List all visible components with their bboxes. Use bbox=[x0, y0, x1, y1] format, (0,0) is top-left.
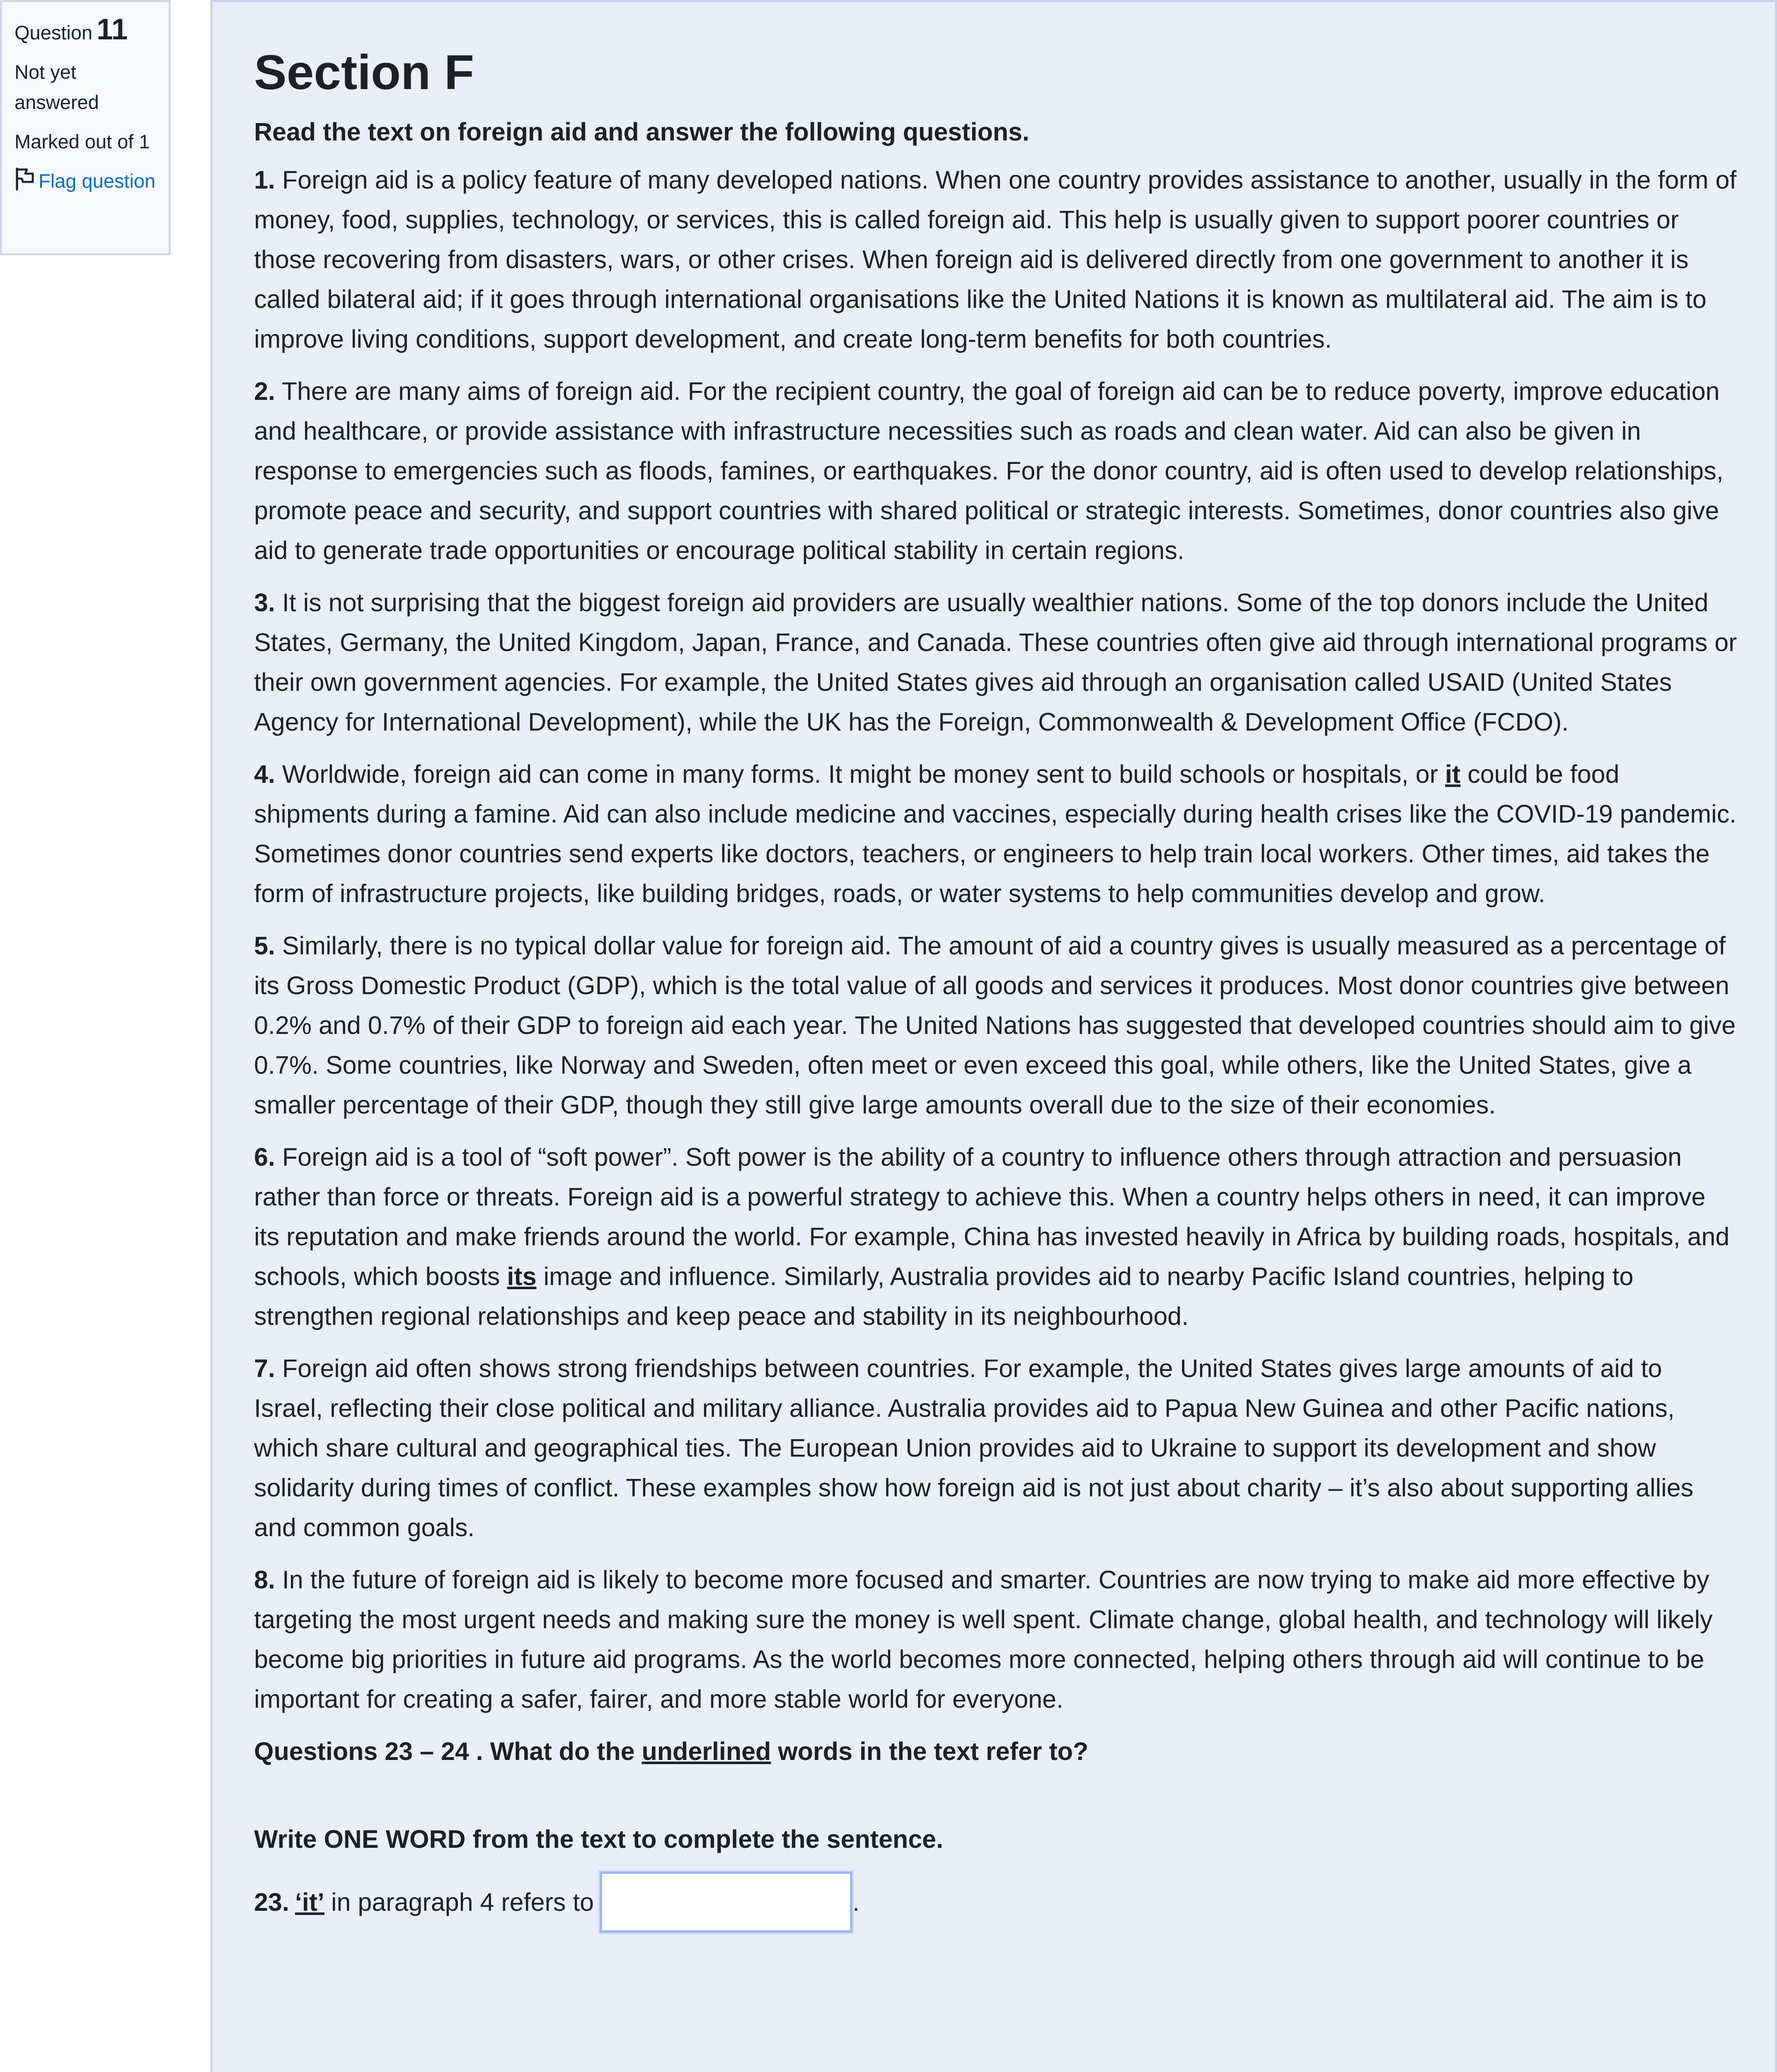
paragraph-number: 7. bbox=[254, 1354, 275, 1382]
question-23-number: 23. bbox=[254, 1888, 289, 1916]
paragraph-text: could be food shipments during a famine. Aid can also include medicine and vaccines, especially during health crises like the COVID-19 pandemic. Sometimes donor countries send experts like doctors, teachers, or engineers to help train local workers. Other times, aid takes the form of infrastructure projects, like building bridges, roads, or water systems to help communities develop and grow. bbox=[254, 760, 1737, 908]
paragraph-2 bbox=[254, 371, 1738, 570]
paragraph-3 bbox=[254, 583, 1738, 742]
flag-question-label: Flag question bbox=[39, 170, 156, 192]
paragraph-text: There are many aims of foreign aid. For the recipient country, the goal of foreign aid can be to reduce poverty, improve education and healthcare, or provide assistance with infrastructure necessities such as roads and clean water. Aid can also be given in response to emergencies such as floods, famines, or earthquakes. For the donor country, aid is often used to develop relationships, promote peace and security, and support countries with shared political or strategic interests. Sometimes, donor countries also give aid to generate trade opportunities or encourage political stability in certain regions. bbox=[254, 377, 1724, 564]
question-number-heading bbox=[15, 15, 156, 48]
paragraph-number: 5. bbox=[254, 932, 275, 960]
paragraph-text: Foreign aid often shows strong friendships between countries. For example, the United States gives large amounts of aid to Israel, reflecting their close political and military alliance. Australia provides aid to Papua New Guinea and other Pacific nations, which share cultural and geographical ties. The European Union provides aid to Ukraine to support its development and show solidarity during times of conflict. These examples show how foreign aid is not just about charity – it’s also about supporting allies and common goals. bbox=[254, 1354, 1694, 1542]
question-marks: Marked out of 1 bbox=[15, 131, 150, 152]
paragraph-text: Similarly, there is no typical dollar value for foreign aid. The amount of aid a country gives is usually measured as a percentage of its Gross Domestic Product (GDP), which is the total value of all goods and services it produces. Most donor countries give between 0.2% and 0.7% of their GDP to foreign aid each year. The United Nations has suggested that developed countries should aim to give 0.7%. Some countries, like Norway and Sweden, often meet or even exceed this goal, while others, like the United States, give a smaller percentage of their GDP, though they still give large amounts overall due to the size of their economies. bbox=[254, 932, 1736, 1119]
question-status: Not yet answered bbox=[15, 61, 99, 113]
underlined-word-its: its bbox=[507, 1262, 537, 1290]
questions-heading bbox=[254, 1731, 1738, 1771]
section-title: Section F bbox=[254, 45, 475, 100]
answer-23-input[interactable] bbox=[600, 1871, 852, 1933]
flag-icon bbox=[15, 167, 36, 191]
paragraph-text: In the future of foreign aid is likely to become more focused and smarter. Countries are now trying to make aid more effective by targeting the most urgent needs and making sure the money is well spent. Climate change, global health, and technology will likely become big priorities in future aid programs. As the world becomes more connected, helping others through aid will continue to be important for creating a safer, fairer, and more stable world for everyone. bbox=[254, 1566, 1713, 1713]
paragraph-text: image and influence. Similarly, Australia provides aid to nearby Pacific Island countries, helping to strengthen regional relationships and keep peace and stability in its neighbourhood. bbox=[254, 1262, 1634, 1330]
paragraph-text: Foreign aid is a tool of “soft power”. Soft power is the ability of a country to influence others through attraction and persuasion rather than force or threats. Foreign aid is a powerful strategy to achieve this. When a country helps others in need, it can improve its reputation and make friends around the world. For example, China has invested heavily in Africa by building roads, hospitals, and schools, which boosts bbox=[254, 1143, 1730, 1290]
question-23-period: . bbox=[852, 1888, 860, 1916]
paragraph-number: 2. bbox=[254, 377, 275, 405]
paragraph-text: Foreign aid is a policy feature of many developed nations. When one country provides assistance to another, usually in the form of money, food, supplies, technology, or services, this is called foreign aid. This help is usually given to support poorer countries or those recovering from disasters, wars, or other crises. When foreign aid is delivered directly from one government to another it is called bilateral aid; if it goes through international organisations like the United Nations it is known as multilateral aid. The aim is to improve living conditions, support development, and create long-term benefits for both countries. bbox=[254, 166, 1737, 353]
underlined-word-it: it bbox=[1445, 760, 1461, 788]
flag-question-link[interactable] bbox=[15, 166, 156, 196]
paragraph-7 bbox=[254, 1348, 1738, 1547]
paragraph-number: 8. bbox=[254, 1566, 275, 1594]
question-content bbox=[211, 0, 1777, 2072]
questions-heading-text: Questions 23 – 24 . What do the bbox=[254, 1737, 642, 1765]
questions-heading-text-end: words in the text refer to? bbox=[771, 1737, 1089, 1765]
paragraph-5 bbox=[254, 926, 1738, 1125]
paragraph-number: 1. bbox=[254, 166, 275, 194]
question-23-text: in paragraph 4 refers to bbox=[331, 1888, 594, 1916]
question-info-panel bbox=[0, 0, 171, 255]
paragraph-1 bbox=[254, 160, 1738, 359]
paragraph-6 bbox=[254, 1137, 1738, 1336]
questions-heading-underlined: underlined bbox=[642, 1737, 771, 1765]
paragraph-text: Worldwide, foreign aid can come in many forms. It might be money sent to build schools or hospitals, or bbox=[282, 760, 1445, 788]
question-label: Question bbox=[15, 22, 93, 44]
paragraph-number: 3. bbox=[254, 588, 275, 617]
paragraph-8 bbox=[254, 1560, 1738, 1719]
paragraph-4 bbox=[254, 754, 1738, 913]
question-23 bbox=[254, 1871, 1738, 1933]
reading-instruction: Read the text on foreign aid and answer the following questions. bbox=[254, 118, 1029, 146]
paragraph-number: 6. bbox=[254, 1143, 275, 1171]
paragraph-text: It is not surprising that the biggest foreign aid providers are usually wealthier nations. Some of the top donors include the United States, Germany, the United Kingdom, Japan, France, and Canada. These countries often give aid through international programs or their own government agencies. For example, the United States gives aid through an organisation called USAID (United States Agency for International Development), while the UK has the Foreign, Commonwealth & Development Office (FCDO). bbox=[254, 588, 1737, 736]
question-number: 11 bbox=[97, 13, 128, 46]
paragraph-number: 4. bbox=[254, 760, 275, 788]
write-instruction: Write ONE WORD from the text to complete the sentence. bbox=[254, 1825, 944, 1853]
question-23-word: ‘it’ bbox=[295, 1888, 324, 1916]
